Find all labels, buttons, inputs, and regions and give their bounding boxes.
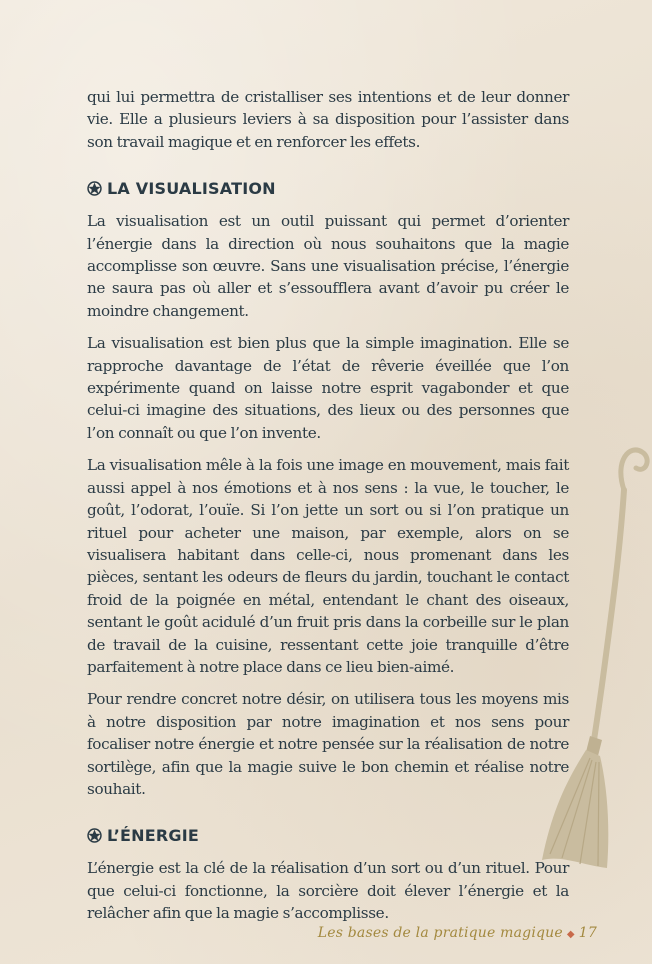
pentacle-icon	[87, 828, 102, 843]
paragraph-vis-1: La visualisation est un outil puissant qui permet d’orienter l’énergie dans la direction où nous souhaitons que la magie accomplisse son œuvre. Sans une visualisation précise, l’énergie ne saura pas où aller et s’essoufflera avant d’avoir pu créer le moindre changement.	[87, 212, 569, 320]
page-footer	[318, 925, 597, 941]
heading-visualisation	[87, 179, 569, 198]
paragraph-energie-1: L’énergie est la clé de la réalisation d’un sort ou d’un rituel. Pour que celui-ci fonctionne, la sorcière doit élever l’énergie et la relâcher afin que la magie s’accomplisse.	[87, 859, 569, 923]
paragraph-vis-2: La visualisation est bien plus que la simple imagination. Elle se rapproche davantage de l’état de rêverie éveillée que l’on expérimente quand on laisse notre esprit vagabonder et que celui-ci imagine des situations, des lieux ou des personnes que l’on connaît ou que l’on invente.	[87, 334, 569, 442]
paragraph-vis-4: Pour rendre concret notre désir, on utilisera tous les moyens mis à notre disposition par notre imagination et nos sens pour focaliser notre énergie et notre pensée sur la réalisation de notre sortilège, afin que la magie suive le bon chemin et réalise notre souhait.	[87, 690, 569, 798]
paragraph-intro: qui lui permettra de cristalliser ses intentions et de leur donner vie. Elle a plusieurs leviers à sa disposition pour l’assister dans son travail magique et en renforcer les effets.	[87, 88, 569, 151]
paragraph-vis-3: La visualisation mêle à la fois une image en mouvement, mais fait aussi appel à nos émotions et à nos sens : la vue, le toucher, le goût, l’odorat, l’ouïe. Si l’on jette un sort ou si l’on pratique un rituel pour acheter une maison, par exemple, alors on se visualisera habitant dans celle-ci, nous promenant dans les pièces, sentant les odeurs de fleurs du jardin, touchant le contact froid de la poignée en métal, entendant le chant des oiseaux, sentant le goût acidulé d’un fruit pris dans la corbeille sur le plan de travail de la cuisine, ressentant cette joie tranquille d’être parfaitement à notre place dans ce lieu bien-aimé.	[87, 456, 569, 676]
pentacle-icon	[87, 181, 102, 196]
heading-visualisation-text: LA VISUALISATION	[107, 179, 276, 199]
heading-energie-text: L’ÉNERGIE	[107, 826, 199, 846]
running-title: Les bases de la pratique magique	[317, 925, 563, 941]
heading-energie	[87, 826, 569, 845]
page-body	[87, 86, 569, 935]
footer-separator: ◆	[566, 929, 575, 940]
page-number: 17	[578, 925, 597, 941]
